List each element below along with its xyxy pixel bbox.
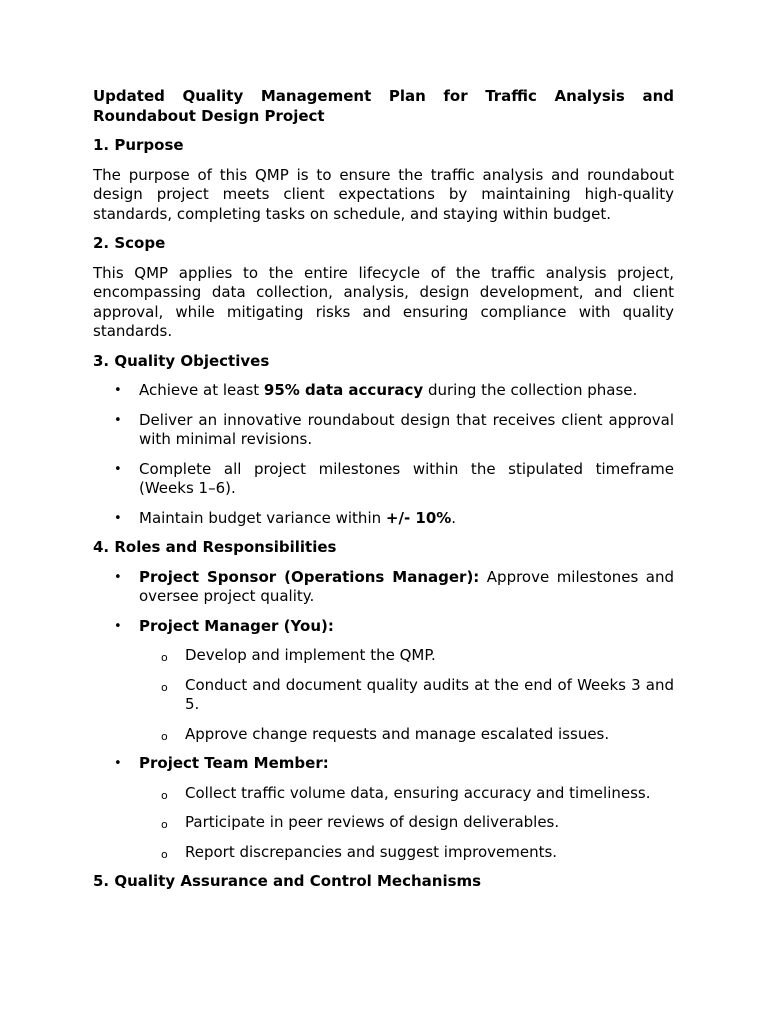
role-label: Project Sponsor (Operations Manager):: [139, 567, 480, 586]
objectives-list: [93, 381, 674, 528]
list-item: o Conduct and document quality audits at the end of Weeks 3 and 5.: [161, 675, 674, 713]
sub-bullet-icon: o: [161, 680, 168, 694]
section-heading-roles: 4. Roles and Responsibilities: [93, 538, 337, 556]
purpose-paragraph: The purpose of this QMP is to ensure the traffic analysis and roundabout design project meets client expectations by maintaining high-quality standards, completing tasks on schedule, and staying within budget.: [93, 165, 674, 223]
roles-list: [93, 568, 674, 863]
list-item: o Report discrepancies and suggest improvements.: [139, 843, 674, 863]
role-description: Approve milestones and oversee project quality.: [139, 567, 674, 605]
section-heading-qa: 5. Quality Assurance and Control Mechanisms: [93, 872, 482, 890]
sub-bullet-icon: o: [161, 847, 168, 861]
list-item: o Collect traffic volume data, ensuring accuracy and timeliness.: [139, 784, 674, 804]
bullet-icon: •: [114, 756, 122, 771]
document-title: Updated Quality Management Plan for Traffic Analysis and Roundabout Design Project: [93, 87, 674, 125]
sub-bullet-icon: o: [161, 818, 168, 831]
list-item: • Complete all project milestones within the stipulated timeframe (Weeks 1–6).: [114, 459, 674, 497]
list-item: o Develop and implement the QMP.: [139, 646, 674, 666]
bullet-icon: •: [114, 618, 122, 634]
document-page: [93, 87, 674, 902]
list-item: • Deliver an innovative roundabout design that receives client approval with minimal revisions.: [114, 410, 674, 448]
scope-paragraph: This QMP applies to the entire lifecycle of the traffic analysis project, encompassing data collection, analysis, design development, and client approval, while mitigating risks and ensuring compliance with quality standards.: [93, 263, 674, 340]
bullet-icon: •: [114, 383, 122, 398]
list-item: • Achieve at least 95% data accuracy during the collection phase.: [114, 381, 638, 399]
role-manager: [93, 617, 674, 745]
team-duties-list: [139, 784, 674, 863]
section-heading-scope: 2. Scope: [93, 234, 166, 252]
bullet-icon: •: [114, 510, 122, 526]
role-label: Project Manager (You):: [139, 616, 334, 635]
role-sponsor: [93, 568, 674, 607]
section-heading-objectives: 3. Quality Objectives: [93, 351, 270, 370]
bullet-icon: •: [114, 569, 122, 585]
list-item: o Approve change requests and manage escalated issues.: [139, 725, 674, 745]
role-team-member: [93, 754, 674, 862]
sub-bullet-icon: o: [161, 788, 168, 802]
sub-bullet-icon: o: [161, 651, 168, 664]
emphasis-text: +/- 10%: [385, 508, 452, 527]
list-item: • Maintain budget variance within +/- 10%.: [114, 508, 457, 527]
list-item: o Participate in peer reviews of design deliverables.: [139, 813, 674, 833]
sub-bullet-icon: o: [161, 729, 168, 743]
emphasis-text: 95% data accuracy: [263, 381, 424, 399]
section-heading-purpose: 1. Purpose: [93, 136, 184, 154]
role-label: Project Team Member:: [139, 754, 329, 772]
bullet-icon: •: [114, 461, 122, 477]
manager-duties-list: [139, 646, 674, 744]
bullet-icon: •: [114, 412, 122, 428]
